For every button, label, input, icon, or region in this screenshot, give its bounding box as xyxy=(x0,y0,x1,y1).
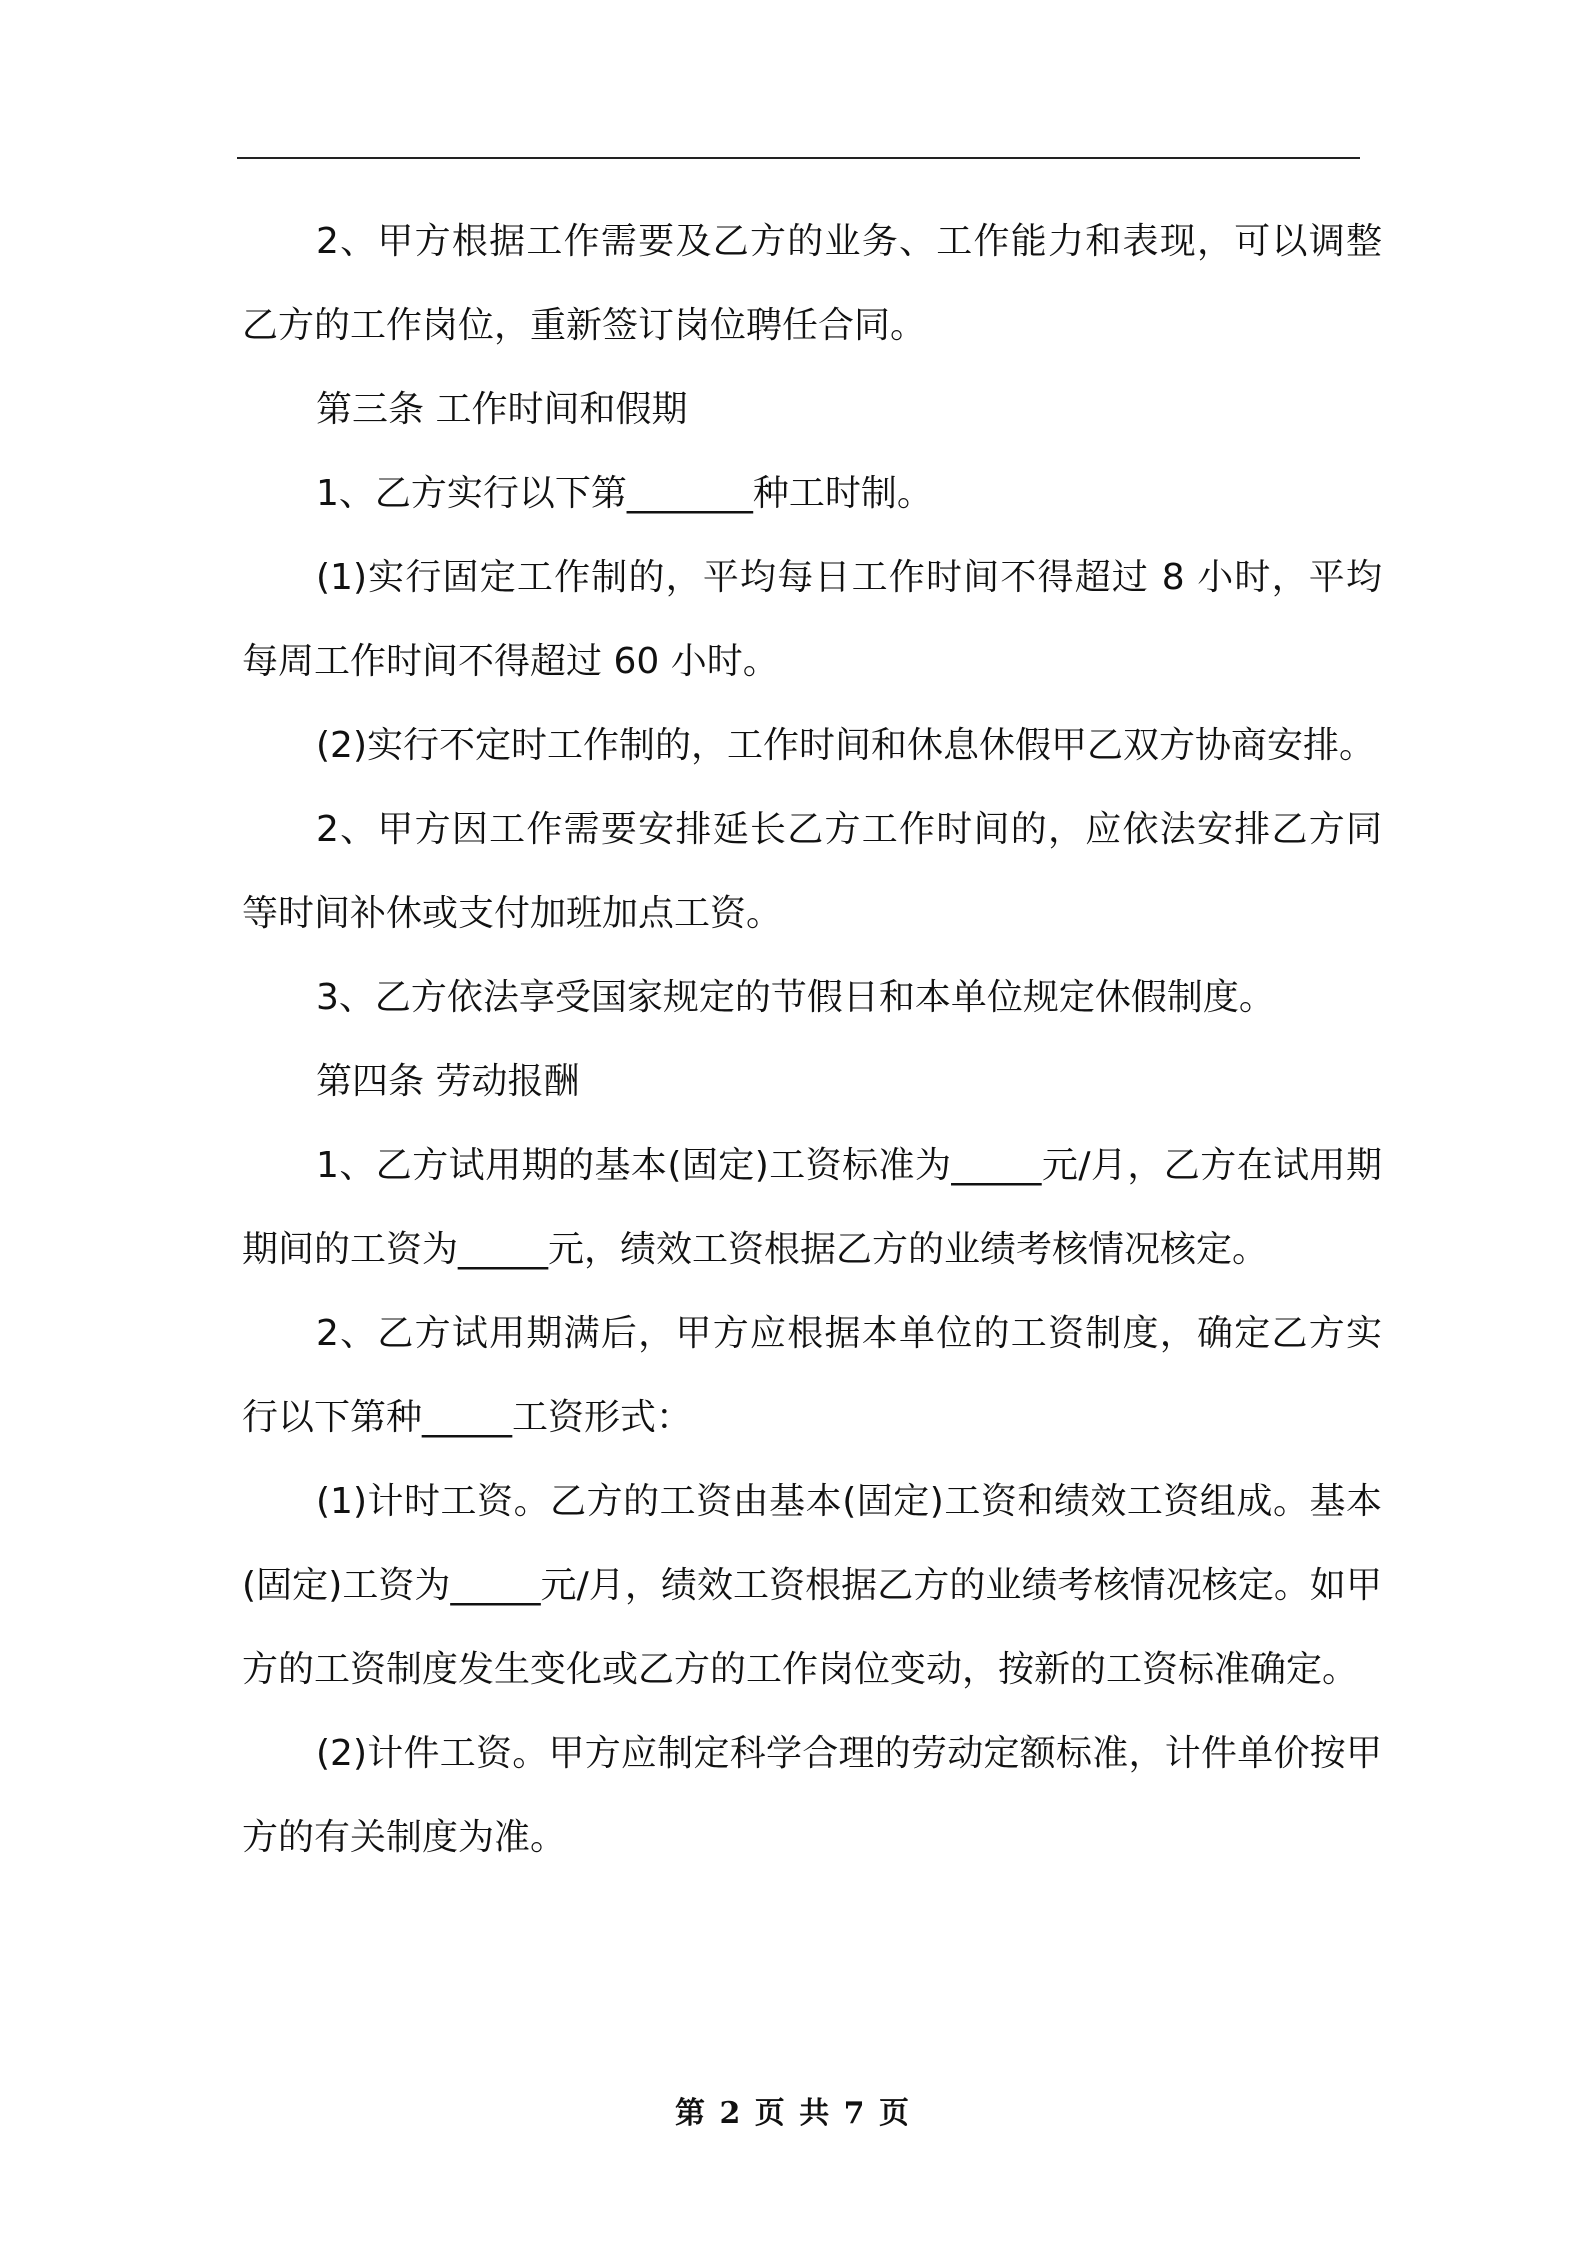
paragraph-working-hours-type: 1、乙方实行以下第_______种工时制。 xyxy=(316,473,933,514)
paragraph-fixed-work-system: (1)实行固定工作制的，平均每日工作时间不得超过 8 小时，平均每周工作时间不得超过 60 小时。 xyxy=(242,557,1382,682)
paragraph-adjust-position: 2、甲方根据工作需要及乙方的业务、工作能力和表现，可以调整乙方的工作岗位，重新签订岗位聘任合同。 xyxy=(242,221,1382,346)
paragraph-overtime: 2、甲方因工作需要安排延长乙方工作时间的，应依法安排乙方同等时间补休或支付加班加点工资。 xyxy=(242,809,1382,934)
paragraph-time-based-wage: (1)计时工资。乙方的工资由基本(固定)工资和绩效工资组成。基本(固定)工资为_____元/月，绩效工资根据乙方的业绩考核情况核定。如甲方的工资制度发生变化或乙方的工作岗位变动，按新的工资标准确定。 xyxy=(242,1481,1382,1690)
section-heading-article-4: 第四条 劳动报酬 xyxy=(316,1061,580,1102)
document-body xyxy=(242,200,1382,1880)
paragraph-probation-salary: 1、乙方试用期的基本(固定)工资标准为_____元/月，乙方在试用期期间的工资为_____元，绩效工资根据乙方的业绩考核情况核定。 xyxy=(242,1145,1382,1270)
paragraph-piece-rate-wage: (2)计件工资。甲方应制定科学合理的劳动定额标准，计件单价按甲方的有关制度为准。 xyxy=(242,1733,1382,1858)
page-number-footer: 第 2 页 共 7 页 xyxy=(675,2096,911,2131)
header-divider xyxy=(237,157,1360,159)
section-heading-article-3: 第三条 工作时间和假期 xyxy=(316,389,688,430)
paragraph-holidays: 3、乙方依法享受国家规定的节假日和本单位规定休假制度。 xyxy=(316,977,1275,1018)
paragraph-flexible-work-system: (2)实行不定时工作制的，工作时间和休息休假甲乙双方协商安排。 xyxy=(316,725,1375,766)
paragraph-salary-form: 2、乙方试用期满后，甲方应根据本单位的工资制度，确定乙方实行以下第种_____工资形式： xyxy=(242,1313,1382,1438)
